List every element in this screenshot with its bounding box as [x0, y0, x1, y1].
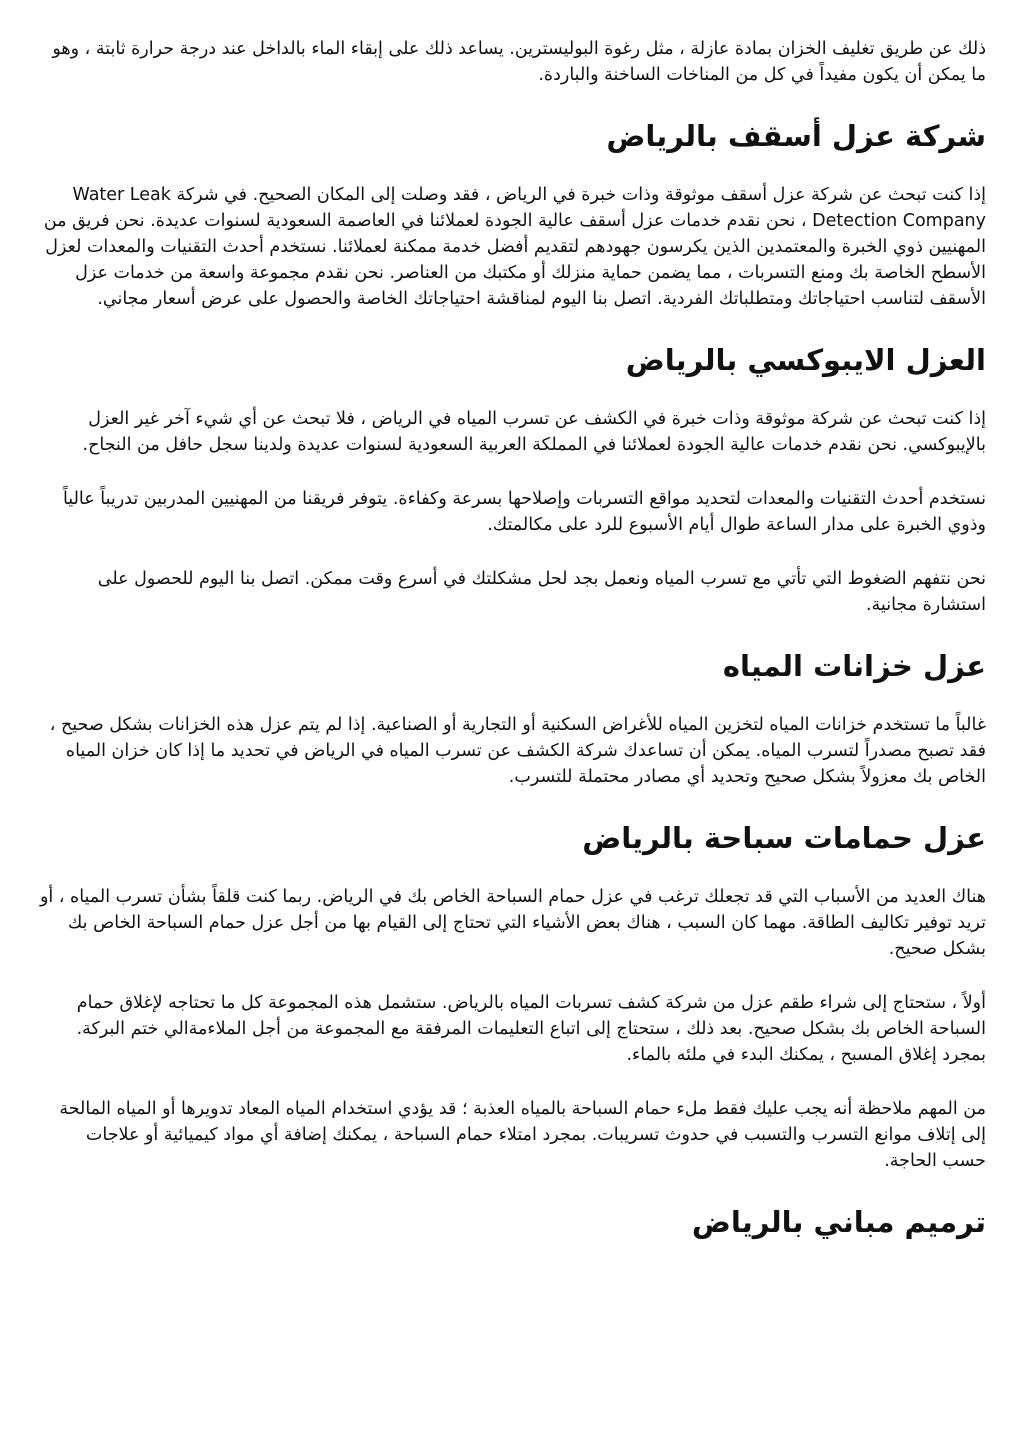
epoxy-paragraph-2: نستخدم أحدث التقنيات والمعدات لتحديد مواقع التسربات وإصلاحها بسرعة وكفاءة. يتوفر فريقنا من المهنيين المدربين تدريباً عالياً وذوي الخبرة على مدار الساعة طوال أيام الأسبوع للرد على مكالمتك. [62, 489, 986, 535]
pool-paragraph-1: هناك العديد من الأسباب التي قد تجعلك ترغب في عزل حمام السباحة الخاص بك في الرياض. ربما كنت قلقاً بشأن تسرب المياه ، أو تريد توفير تكاليف الطاقة. مهما كان السبب ، هناك بعض الأشياء التي تحتاج إلى القيام بها من أجل عزل حمام السباحة الخاص بك بشكل صحيح. [39, 887, 986, 959]
pool-paragraph-3: من المهم ملاحظة أنه يجب عليك فقط ملء حمام السباحة بالمياه العذبة ؛ قد يؤدي استخدام المياه المعاد تدويرها أو المياه المالحة إلى إتلاف موانع التسرب والتسبب في حدوث تسريبات. بمجرد امتلاء حمام السباحة ، يمكنك إضافة أي مواد كيميائية أو علاجات حسب الحاجة. [59, 1099, 986, 1171]
heading-pool-insulation: عزل حمامات سباحة بالرياض [582, 821, 986, 855]
heading-roof-insulation: شركة عزل أسقف بالرياض [606, 119, 986, 153]
epoxy-paragraph-3: نحن نتفهم الضغوط التي تأتي مع تسرب المياه ونعمل بجد لحل مشكلتك في أسرع وقت ممكن. اتصل بنا اليوم للحصول على استشارة مجانية. [97, 569, 986, 615]
intro-paragraph: ذلك عن طريق تغليف الخزان بمادة عازلة ، مثل رغوة البوليسترين. يساعد ذلك على إبقاء الماء بالداخل عند درجة حرارة ثابتة ، وهو ما يمكن أن يكون مفيداً في كل من المناخات الساخنة والباردة. [52, 39, 986, 85]
roof-insulation-paragraph: إذا كنت تبحث عن شركة عزل أسقف موثوقة وذات خبرة في الرياض ، فقد وصلت إلى المكان الصحيح. في شركة Water Leak Detection Company ، نحن نقدم خدمات عزل أسقف عالية الجودة لعملائنا في العاصمة السعودية لسنوات عديدة. نحن فريق من المهنيين ذوي الخبرة والمعتمدين الذين يكرسون جهودهم لتقديم أفضل خدمة ممكنة لعملائنا. نستخدم أحدث التقنيات والمعدات لعزل الأسطح الخاصة بك ومنع التسربات ، مما يضمن حماية منزلك أو مكتبك من العناصر. نحن نقدم مجموعة واسعة من خدمات عزل الأسقف لتناسب احتياجاتك ومتطلباتك الفردية. اتصل بنا اليوم لمناقشة احتياجاتك الخاصة والحصول على عرض أسعار مجاني. [43, 185, 986, 309]
pool-paragraph-2: أولاً ، ستحتاج إلى شراء طقم عزل من شركة كشف تسربات المياه بالرياض. ستشمل هذه المجموعة كل ما تحتاجه لإغلاق حمام السباحة الخاص بك بشكل صحيح. بعد ذلك ، ستحتاج إلى اتباع التعليمات المرفقة مع المجموعة من أجل الملاءمةالي ختم البركة. بمجرد إغلاق المسبح ، يمكنك البدء في ملئه بالماء. [76, 993, 986, 1065]
heading-building-restoration: ترميم مباني بالرياض [691, 1205, 986, 1239]
water-tank-paragraph: غالباً ما تستخدم خزانات المياه لتخزين المياه للأغراض السكنية أو التجارية أو الصناعية. إذا لم يتم عزل هذه الخزانات بشكل صحيح ، فقد تصبح مصدراً لتسرب المياه. يمكن أن تساعدك شركة الكشف عن تسرب المياه في الرياض في تحديد ما إذا كان خزان المياه الخاص بك معزولاً بشكل صحيح وتحديد أي مصادر محتملة للتسرب. [49, 715, 986, 787]
epoxy-paragraph-1: إذا كنت تبحث عن شركة موثوقة وذات خبرة في الكشف عن تسرب المياه في الرياض ، فلا تبحث عن أي شيء آخر غير العزل بالإيبوكسي. نحن نقدم خدمات عالية الجودة لعملائنا في المملكة العربية السعودية لسنوات عديدة ولدينا سجل حافل من النجاح. [82, 409, 986, 455]
heading-water-tank-insulation: عزل خزانات المياه [722, 649, 986, 683]
heading-epoxy-insulation: العزل الايبوكسي بالرياض [625, 343, 986, 377]
